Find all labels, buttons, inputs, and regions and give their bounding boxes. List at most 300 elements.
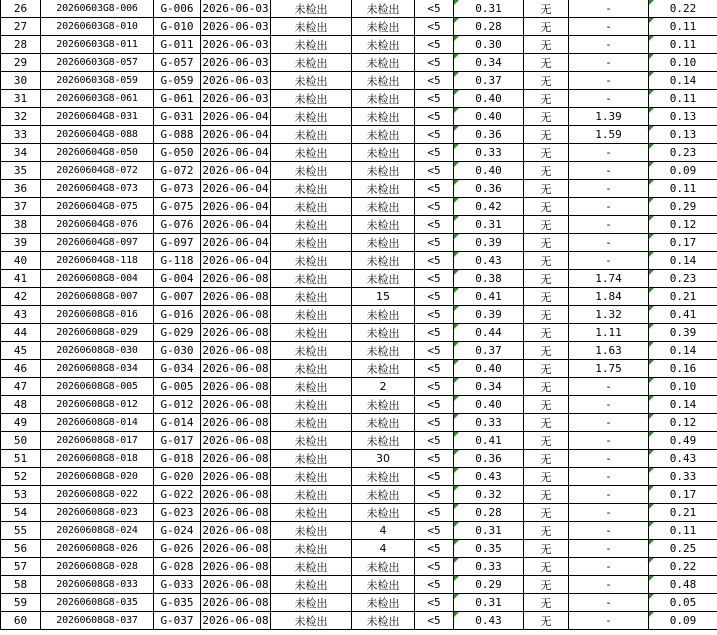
row-number-cell[interactable]: 41 [1,270,41,288]
result-6-cell[interactable]: - [569,540,649,558]
sample-code-cell[interactable]: G-024 [154,522,201,540]
result-5-cell[interactable]: 无 [524,396,569,414]
result-7-cell[interactable]: 0.48 [649,576,717,594]
sample-code-cell[interactable]: G-018 [154,450,201,468]
date-cell[interactable]: 2026-06-08 [201,576,271,594]
result-3-cell[interactable]: <5 [415,36,454,54]
result-5-cell[interactable]: 无 [524,576,569,594]
result-5-cell[interactable]: 无 [524,90,569,108]
date-cell[interactable]: 2026-06-08 [201,324,271,342]
result-1-cell[interactable]: 未检出 [271,450,352,468]
sample-id-cell[interactable]: 20260608G8-035 [41,594,154,612]
date-cell[interactable]: 2026-06-04 [201,198,271,216]
result-4-cell[interactable]: 0.31 [454,216,524,234]
sample-code-cell[interactable]: G-007 [154,288,201,306]
result-7-cell[interactable]: 0.21 [649,504,717,522]
result-1-cell[interactable]: 未检出 [271,504,352,522]
result-5-cell[interactable]: 无 [524,612,569,630]
date-cell[interactable]: 2026-06-08 [201,522,271,540]
result-4-cell[interactable]: 0.43 [454,468,524,486]
result-6-cell[interactable]: - [569,54,649,72]
result-7-cell[interactable]: 0.16 [649,360,717,378]
row-number-cell[interactable]: 52 [1,468,41,486]
result-7-cell[interactable]: 0.14 [649,342,717,360]
sample-code-cell[interactable]: G-014 [154,414,201,432]
result-7-cell[interactable]: 0.09 [649,612,717,630]
date-cell[interactable]: 2026-06-08 [201,450,271,468]
result-2-cell[interactable]: 未检出 [352,396,415,414]
sample-id-cell[interactable]: 20260608G8-030 [41,342,154,360]
result-2-cell[interactable]: 未检出 [352,126,415,144]
result-4-cell[interactable]: 0.33 [454,144,524,162]
sample-id-cell[interactable]: 20260608G8-037 [41,612,154,630]
sample-code-cell[interactable]: G-050 [154,144,201,162]
sample-id-cell[interactable]: 20260608G8-026 [41,540,154,558]
result-2-cell[interactable]: 未检出 [352,432,415,450]
result-2-cell[interactable]: 未检出 [352,414,415,432]
result-2-cell[interactable]: 未检出 [352,144,415,162]
result-1-cell[interactable]: 未检出 [271,288,352,306]
result-4-cell[interactable]: 0.37 [454,342,524,360]
sample-id-cell[interactable]: 20260604G8-031 [41,108,154,126]
row-number-cell[interactable]: 44 [1,324,41,342]
date-cell[interactable]: 2026-06-08 [201,540,271,558]
result-4-cell[interactable]: 0.44 [454,324,524,342]
date-cell[interactable]: 2026-06-08 [201,486,271,504]
result-7-cell[interactable]: 0.11 [649,180,717,198]
result-3-cell[interactable]: <5 [415,414,454,432]
result-1-cell[interactable]: 未检出 [271,198,352,216]
sample-id-cell[interactable]: 20260604G8-076 [41,216,154,234]
sample-id-cell[interactable]: 20260604G8-118 [41,252,154,270]
result-7-cell[interactable]: 0.17 [649,486,717,504]
row-number-cell[interactable]: 51 [1,450,41,468]
result-5-cell[interactable]: 无 [524,126,569,144]
result-3-cell[interactable]: <5 [415,162,454,180]
result-1-cell[interactable]: 未检出 [271,18,352,36]
result-2-cell[interactable]: 30 [352,450,415,468]
row-number-cell[interactable]: 47 [1,378,41,396]
result-2-cell[interactable]: 未检出 [352,486,415,504]
result-4-cell[interactable]: 0.40 [454,360,524,378]
result-6-cell[interactable]: - [569,594,649,612]
result-3-cell[interactable]: <5 [415,198,454,216]
sample-id-cell[interactable]: 20260608G8-007 [41,288,154,306]
sample-id-cell[interactable]: 20260603G8-059 [41,72,154,90]
result-7-cell[interactable]: 0.25 [649,540,717,558]
result-3-cell[interactable]: <5 [415,468,454,486]
result-4-cell[interactable]: 0.40 [454,162,524,180]
result-7-cell[interactable]: 0.10 [649,378,717,396]
result-6-cell[interactable]: - [569,0,649,18]
result-5-cell[interactable]: 无 [524,360,569,378]
result-3-cell[interactable]: <5 [415,324,454,342]
result-2-cell[interactable]: 未检出 [352,36,415,54]
result-2-cell[interactable]: 未检出 [352,342,415,360]
result-3-cell[interactable]: <5 [415,522,454,540]
result-3-cell[interactable]: <5 [415,378,454,396]
result-4-cell[interactable]: 0.28 [454,504,524,522]
result-2-cell[interactable]: 未检出 [352,0,415,18]
sample-code-cell[interactable]: G-061 [154,90,201,108]
date-cell[interactable]: 2026-06-08 [201,360,271,378]
result-7-cell[interactable]: 0.39 [649,324,717,342]
result-4-cell[interactable]: 0.32 [454,486,524,504]
sample-code-cell[interactable]: G-006 [154,0,201,18]
result-2-cell[interactable]: 未检出 [352,504,415,522]
result-5-cell[interactable]: 无 [524,252,569,270]
sample-id-cell[interactable]: 20260608G8-029 [41,324,154,342]
sample-id-cell[interactable]: 20260608G8-034 [41,360,154,378]
result-2-cell[interactable]: 未检出 [352,180,415,198]
result-2-cell[interactable]: 未检出 [352,252,415,270]
result-6-cell[interactable]: - [569,558,649,576]
result-2-cell[interactable]: 未检出 [352,216,415,234]
result-7-cell[interactable]: 0.43 [649,450,717,468]
result-1-cell[interactable]: 未检出 [271,252,352,270]
result-1-cell[interactable]: 未检出 [271,558,352,576]
result-7-cell[interactable]: 0.05 [649,594,717,612]
sample-id-cell[interactable]: 20260608G8-016 [41,306,154,324]
date-cell[interactable]: 2026-06-04 [201,144,271,162]
result-7-cell[interactable]: 0.11 [649,90,717,108]
result-1-cell[interactable]: 未检出 [271,108,352,126]
row-number-cell[interactable]: 55 [1,522,41,540]
sample-id-cell[interactable]: 20260603G8-061 [41,90,154,108]
result-7-cell[interactable]: 0.21 [649,288,717,306]
result-7-cell[interactable]: 0.49 [649,432,717,450]
result-6-cell[interactable]: 1.32 [569,306,649,324]
sample-id-cell[interactable]: 20260604G8-075 [41,198,154,216]
result-1-cell[interactable]: 未检出 [271,126,352,144]
row-number-cell[interactable]: 32 [1,108,41,126]
date-cell[interactable]: 2026-06-08 [201,468,271,486]
result-7-cell[interactable]: 0.09 [649,162,717,180]
result-1-cell[interactable]: 未检出 [271,72,352,90]
result-6-cell[interactable]: - [569,162,649,180]
sample-code-cell[interactable]: G-012 [154,396,201,414]
date-cell[interactable]: 2026-06-08 [201,288,271,306]
result-7-cell[interactable]: 0.11 [649,36,717,54]
row-number-cell[interactable]: 56 [1,540,41,558]
result-7-cell[interactable]: 0.11 [649,522,717,540]
sample-id-cell[interactable]: 20260608G8-004 [41,270,154,288]
sample-id-cell[interactable]: 20260608G8-024 [41,522,154,540]
result-7-cell[interactable]: 0.17 [649,234,717,252]
sample-code-cell[interactable]: G-118 [154,252,201,270]
row-number-cell[interactable]: 54 [1,504,41,522]
date-cell[interactable]: 2026-06-03 [201,54,271,72]
date-cell[interactable]: 2026-06-03 [201,90,271,108]
result-3-cell[interactable]: <5 [415,54,454,72]
result-6-cell[interactable]: 1.84 [569,288,649,306]
result-2-cell[interactable]: 未检出 [352,108,415,126]
result-2-cell[interactable]: 未检出 [352,594,415,612]
date-cell[interactable]: 2026-06-08 [201,396,271,414]
result-2-cell[interactable]: 15 [352,288,415,306]
sample-id-cell[interactable]: 20260603G8-011 [41,36,154,54]
row-number-cell[interactable]: 33 [1,126,41,144]
date-cell[interactable]: 2026-06-04 [201,180,271,198]
row-number-cell[interactable]: 49 [1,414,41,432]
result-5-cell[interactable]: 无 [524,504,569,522]
result-1-cell[interactable]: 未检出 [271,36,352,54]
result-2-cell[interactable]: 未检出 [352,360,415,378]
row-number-cell[interactable]: 42 [1,288,41,306]
result-1-cell[interactable]: 未检出 [271,180,352,198]
result-3-cell[interactable]: <5 [415,90,454,108]
result-1-cell[interactable]: 未检出 [271,396,352,414]
sample-code-cell[interactable]: G-010 [154,18,201,36]
row-number-cell[interactable]: 60 [1,612,41,630]
sample-id-cell[interactable]: 20260603G8-057 [41,54,154,72]
result-2-cell[interactable]: 未检出 [352,468,415,486]
result-7-cell[interactable]: 0.22 [649,558,717,576]
date-cell[interactable]: 2026-06-08 [201,558,271,576]
result-5-cell[interactable]: 无 [524,594,569,612]
result-1-cell[interactable]: 未检出 [271,162,352,180]
result-3-cell[interactable]: <5 [415,288,454,306]
date-cell[interactable]: 2026-06-08 [201,594,271,612]
sample-code-cell[interactable]: G-073 [154,180,201,198]
result-5-cell[interactable]: 无 [524,324,569,342]
row-number-cell[interactable]: 31 [1,90,41,108]
result-5-cell[interactable]: 无 [524,414,569,432]
sample-code-cell[interactable]: G-059 [154,72,201,90]
result-5-cell[interactable]: 无 [524,522,569,540]
date-cell[interactable]: 2026-06-04 [201,162,271,180]
result-5-cell[interactable]: 无 [524,54,569,72]
result-3-cell[interactable]: <5 [415,270,454,288]
result-5-cell[interactable]: 无 [524,72,569,90]
sample-code-cell[interactable]: G-004 [154,270,201,288]
row-number-cell[interactable]: 43 [1,306,41,324]
result-6-cell[interactable]: - [569,252,649,270]
result-3-cell[interactable]: <5 [415,360,454,378]
date-cell[interactable]: 2026-06-04 [201,234,271,252]
sample-code-cell[interactable]: G-076 [154,216,201,234]
date-cell[interactable]: 2026-06-04 [201,108,271,126]
date-cell[interactable]: 2026-06-04 [201,216,271,234]
result-2-cell[interactable]: 未检出 [352,306,415,324]
result-2-cell[interactable]: 未检出 [352,612,415,630]
sample-code-cell[interactable]: G-037 [154,612,201,630]
result-2-cell[interactable]: 2 [352,378,415,396]
result-4-cell[interactable]: 0.36 [454,180,524,198]
result-4-cell[interactable]: 0.31 [454,594,524,612]
result-3-cell[interactable]: <5 [415,504,454,522]
result-6-cell[interactable]: - [569,468,649,486]
sample-code-cell[interactable]: G-072 [154,162,201,180]
result-3-cell[interactable]: <5 [415,216,454,234]
result-5-cell[interactable]: 无 [524,378,569,396]
result-2-cell[interactable]: 4 [352,522,415,540]
result-5-cell[interactable]: 无 [524,288,569,306]
result-4-cell[interactable]: 0.40 [454,396,524,414]
result-6-cell[interactable]: - [569,72,649,90]
row-number-cell[interactable]: 57 [1,558,41,576]
result-2-cell[interactable]: 未检出 [352,234,415,252]
result-6-cell[interactable]: - [569,216,649,234]
result-6-cell[interactable]: - [569,198,649,216]
result-7-cell[interactable]: 0.22 [649,0,717,18]
result-7-cell[interactable]: 0.41 [649,306,717,324]
result-5-cell[interactable]: 无 [524,450,569,468]
result-6-cell[interactable]: - [569,414,649,432]
result-7-cell[interactable]: 0.14 [649,396,717,414]
sample-code-cell[interactable]: G-005 [154,378,201,396]
result-1-cell[interactable]: 未检出 [271,468,352,486]
result-7-cell[interactable]: 0.13 [649,126,717,144]
result-4-cell[interactable]: 0.28 [454,18,524,36]
result-7-cell[interactable]: 0.12 [649,216,717,234]
result-1-cell[interactable]: 未检出 [271,306,352,324]
result-4-cell[interactable]: 0.41 [454,432,524,450]
result-3-cell[interactable]: <5 [415,234,454,252]
result-4-cell[interactable]: 0.34 [454,54,524,72]
sample-id-cell[interactable]: 20260608G8-014 [41,414,154,432]
date-cell[interactable]: 2026-06-04 [201,126,271,144]
sample-id-cell[interactable]: 20260608G8-028 [41,558,154,576]
result-1-cell[interactable]: 未检出 [271,486,352,504]
result-5-cell[interactable]: 无 [524,216,569,234]
date-cell[interactable]: 2026-06-04 [201,252,271,270]
sample-id-cell[interactable]: 20260608G8-033 [41,576,154,594]
result-5-cell[interactable]: 无 [524,540,569,558]
result-6-cell[interactable]: 1.11 [569,324,649,342]
result-6-cell[interactable]: - [569,486,649,504]
result-7-cell[interactable]: 0.13 [649,108,717,126]
result-6-cell[interactable]: - [569,36,649,54]
result-5-cell[interactable]: 无 [524,198,569,216]
sample-id-cell[interactable]: 20260608G8-012 [41,396,154,414]
result-3-cell[interactable]: <5 [415,594,454,612]
result-6-cell[interactable]: 1.39 [569,108,649,126]
row-number-cell[interactable]: 27 [1,18,41,36]
result-1-cell[interactable]: 未检出 [271,216,352,234]
result-2-cell[interactable]: 未检出 [352,90,415,108]
result-6-cell[interactable]: - [569,378,649,396]
sample-code-cell[interactable]: G-097 [154,234,201,252]
result-1-cell[interactable]: 未检出 [271,270,352,288]
sample-id-cell[interactable]: 20260608G8-018 [41,450,154,468]
row-number-cell[interactable]: 28 [1,36,41,54]
result-3-cell[interactable]: <5 [415,306,454,324]
result-5-cell[interactable]: 无 [524,468,569,486]
result-6-cell[interactable]: 1.75 [569,360,649,378]
result-4-cell[interactable]: 0.40 [454,108,524,126]
sample-code-cell[interactable]: G-022 [154,486,201,504]
result-4-cell[interactable]: 0.36 [454,450,524,468]
result-5-cell[interactable]: 无 [524,144,569,162]
result-6-cell[interactable]: - [569,522,649,540]
result-2-cell[interactable]: 未检出 [352,324,415,342]
result-6-cell[interactable]: - [569,576,649,594]
sample-id-cell[interactable]: 20260608G8-023 [41,504,154,522]
result-5-cell[interactable]: 无 [524,306,569,324]
sample-code-cell[interactable]: G-020 [154,468,201,486]
sample-code-cell[interactable]: G-011 [154,36,201,54]
row-number-cell[interactable]: 37 [1,198,41,216]
row-number-cell[interactable]: 36 [1,180,41,198]
result-6-cell[interactable]: - [569,450,649,468]
result-1-cell[interactable]: 未检出 [271,378,352,396]
result-7-cell[interactable]: 0.33 [649,468,717,486]
result-7-cell[interactable]: 0.23 [649,144,717,162]
result-7-cell[interactable]: 0.10 [649,54,717,72]
result-4-cell[interactable]: 0.39 [454,234,524,252]
sample-code-cell[interactable]: G-030 [154,342,201,360]
row-number-cell[interactable]: 46 [1,360,41,378]
result-4-cell[interactable]: 0.43 [454,612,524,630]
result-2-cell[interactable]: 未检出 [352,198,415,216]
result-6-cell[interactable]: 1.59 [569,126,649,144]
date-cell[interactable]: 2026-06-08 [201,504,271,522]
result-3-cell[interactable]: <5 [415,144,454,162]
result-5-cell[interactable]: 无 [524,108,569,126]
row-number-cell[interactable]: 40 [1,252,41,270]
result-5-cell[interactable]: 无 [524,234,569,252]
result-5-cell[interactable]: 无 [524,0,569,18]
result-6-cell[interactable]: - [569,180,649,198]
row-number-cell[interactable]: 26 [1,0,41,18]
result-3-cell[interactable]: <5 [415,108,454,126]
result-4-cell[interactable]: 0.35 [454,540,524,558]
date-cell[interactable]: 2026-06-08 [201,378,271,396]
result-5-cell[interactable]: 无 [524,18,569,36]
date-cell[interactable]: 2026-06-03 [201,36,271,54]
sample-code-cell[interactable]: G-023 [154,504,201,522]
result-1-cell[interactable]: 未检出 [271,0,352,18]
result-6-cell[interactable]: - [569,612,649,630]
result-6-cell[interactable]: - [569,234,649,252]
result-1-cell[interactable]: 未检出 [271,54,352,72]
result-4-cell[interactable]: 0.38 [454,270,524,288]
sample-code-cell[interactable]: G-026 [154,540,201,558]
sample-code-cell[interactable]: G-033 [154,576,201,594]
result-6-cell[interactable]: - [569,144,649,162]
date-cell[interactable]: 2026-06-08 [201,306,271,324]
row-number-cell[interactable]: 35 [1,162,41,180]
result-4-cell[interactable]: 0.31 [454,0,524,18]
result-1-cell[interactable]: 未检出 [271,90,352,108]
result-7-cell[interactable]: 0.14 [649,252,717,270]
result-7-cell[interactable]: 0.14 [649,72,717,90]
sample-code-cell[interactable]: G-057 [154,54,201,72]
result-1-cell[interactable]: 未检出 [271,540,352,558]
row-number-cell[interactable]: 34 [1,144,41,162]
result-5-cell[interactable]: 无 [524,180,569,198]
result-4-cell[interactable]: 0.33 [454,414,524,432]
result-6-cell[interactable]: 1.74 [569,270,649,288]
sample-code-cell[interactable]: G-017 [154,432,201,450]
row-number-cell[interactable]: 48 [1,396,41,414]
result-3-cell[interactable]: <5 [415,18,454,36]
result-2-cell[interactable]: 未检出 [352,72,415,90]
result-7-cell[interactable]: 0.11 [649,18,717,36]
date-cell[interactable]: 2026-06-08 [201,612,271,630]
result-3-cell[interactable]: <5 [415,432,454,450]
result-6-cell[interactable]: - [569,90,649,108]
row-number-cell[interactable]: 59 [1,594,41,612]
result-3-cell[interactable]: <5 [415,612,454,630]
row-number-cell[interactable]: 38 [1,216,41,234]
sample-code-cell[interactable]: G-016 [154,306,201,324]
sample-id-cell[interactable]: 20260603G8-006 [41,0,154,18]
result-1-cell[interactable]: 未检出 [271,414,352,432]
result-4-cell[interactable]: 0.41 [454,288,524,306]
row-number-cell[interactable]: 58 [1,576,41,594]
